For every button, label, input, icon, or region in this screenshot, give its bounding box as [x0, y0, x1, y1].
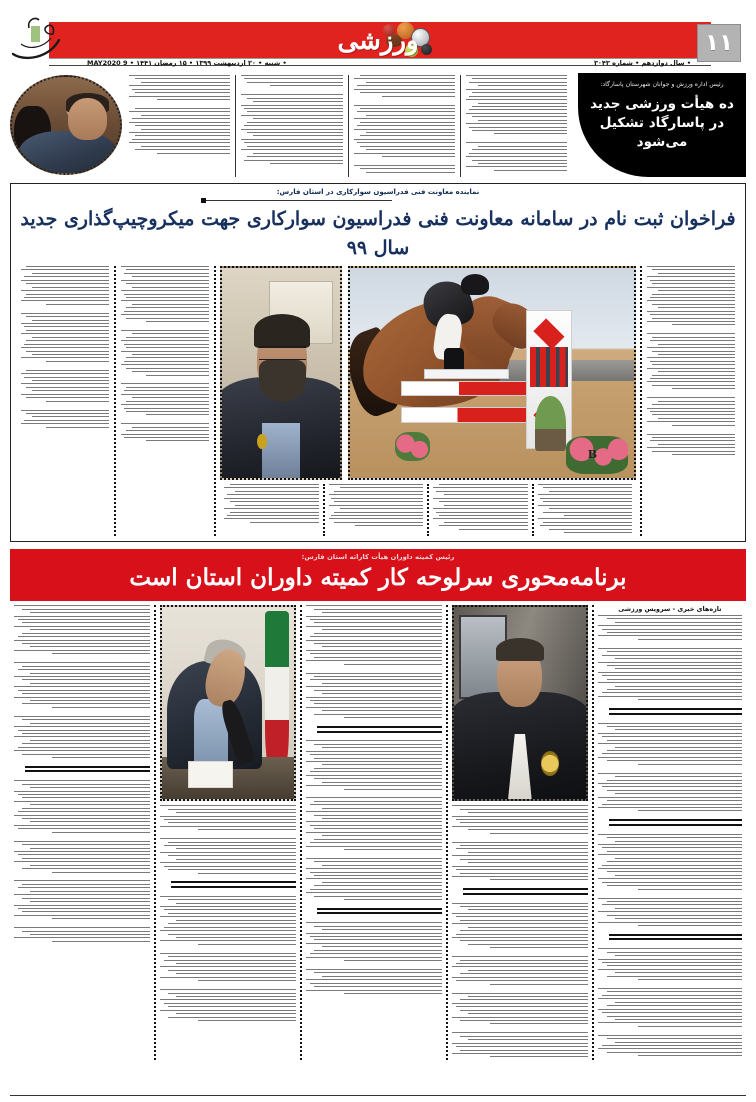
body-text: [433, 484, 528, 530]
date-info: • شنبه • ۲۰ اردیبهشت ۱۳۹۹ • ۱۵ رمضان ۱۴۴۱ • 9 MAY2020: [87, 59, 287, 67]
issue-info: • سال دوازدهم • شماره ۳۰۴۳: [593, 59, 691, 67]
column-divider: [427, 484, 429, 536]
article-bottom-banner: [10, 549, 746, 602]
column-divider: [640, 266, 642, 536]
page-number: ۱۱: [697, 24, 741, 62]
body-text: [647, 266, 735, 455]
column-divider: [114, 266, 116, 536]
column-divider: [323, 484, 325, 536]
body-text: [452, 805, 588, 1057]
article-bottom-col-3: [302, 605, 446, 1060]
official-writing-photo: [160, 605, 296, 801]
article-mid-title: فراخوان ثبت نام در سامانه معاونت فنی فدراسیون سوارکاری جهت میکروچیپ‌گذاری جدید سال ۹۹: [20, 208, 736, 259]
show-jumping-photo: B: [348, 266, 636, 480]
referee-committee-head-photo: [452, 605, 588, 801]
article-mid-kicker: نماینده معاونت فنی فدراسیون سوارکاری در استان فارس:: [276, 188, 480, 196]
section-title: ورزشی: [337, 26, 419, 56]
article-bottom-col-4: [156, 605, 300, 1060]
article-mid-col-right-2: [16, 266, 114, 536]
body-text: [224, 484, 319, 523]
article-bottom-col-1: [594, 605, 746, 1060]
body-text: [241, 75, 342, 164]
article-byline: تازه‌های خبری - سرویس ورزشی: [618, 605, 722, 614]
newspaper-logo-icon: [9, 14, 63, 64]
article-bottom-body: [10, 605, 746, 1060]
body-text: [14, 605, 150, 942]
body-text: [129, 75, 230, 154]
body-text: [538, 484, 633, 533]
article-mid-caption-row: [220, 484, 636, 536]
caption-col-1: [534, 484, 637, 536]
photo-row: [220, 266, 636, 480]
body-text: [329, 484, 424, 526]
article-top-col-2: [349, 75, 460, 177]
article-top: [10, 73, 746, 177]
column-divider: [235, 75, 236, 177]
article-top-columns: [10, 73, 578, 177]
body-text: [466, 75, 567, 171]
article-bottom-col-5: [10, 605, 154, 1060]
article-mid-media: [216, 266, 640, 536]
column-divider: [348, 75, 349, 177]
column-divider: [532, 484, 534, 536]
article-mid-col-left-1: [642, 266, 740, 536]
article-mid: [10, 183, 746, 542]
kicker-rule: [16, 196, 740, 204]
article-bottom-col-2: [448, 605, 592, 1060]
masthead: [9, 22, 747, 66]
column-divider: [460, 75, 461, 177]
column-divider: [214, 266, 216, 536]
column-divider: [154, 605, 156, 1060]
article-top-col-3: [236, 75, 347, 177]
sports-director-portrait: [10, 75, 122, 175]
article-bottom-title: برنامه‌محوری سرلوحه کار کمیته داوران استان است: [129, 563, 627, 591]
article-mid-body: [16, 266, 740, 536]
column-divider: [300, 605, 302, 1060]
caption-col-3: [325, 484, 428, 536]
federation-official-portrait: [220, 266, 342, 480]
article-top-headline-block: [578, 73, 746, 177]
newspaper-page: [0, 22, 756, 1102]
article-bottom-kicker: رئیس کمیته داوران هیأت کاراته استان فارس:: [301, 552, 455, 561]
article-mid-col-right-1: [116, 266, 214, 536]
body-text: [21, 266, 109, 428]
body-text: [160, 805, 296, 1021]
article-top-title: ده هیأت ورزشی جدید در پاسارگاد تشکیل می‌شود: [590, 95, 734, 150]
article-top-col-4: [124, 75, 235, 177]
article-top-col-1: [461, 75, 572, 177]
column-divider: [592, 605, 594, 1060]
caption-col-2: [429, 484, 532, 536]
article-top-kicker: رئیس اداره ورزش و جوانان شهرستان پاسارگاد:: [600, 81, 724, 88]
body-text: [121, 266, 209, 441]
article-bottom: [10, 549, 746, 1060]
column-divider: [446, 605, 448, 1060]
article-top-photo: [10, 75, 122, 175]
page-footer-rule: [10, 1095, 746, 1096]
body-text: [598, 615, 742, 1057]
caption-col-4: [220, 484, 323, 536]
body-text: [306, 605, 442, 994]
body-text: [354, 75, 455, 173]
